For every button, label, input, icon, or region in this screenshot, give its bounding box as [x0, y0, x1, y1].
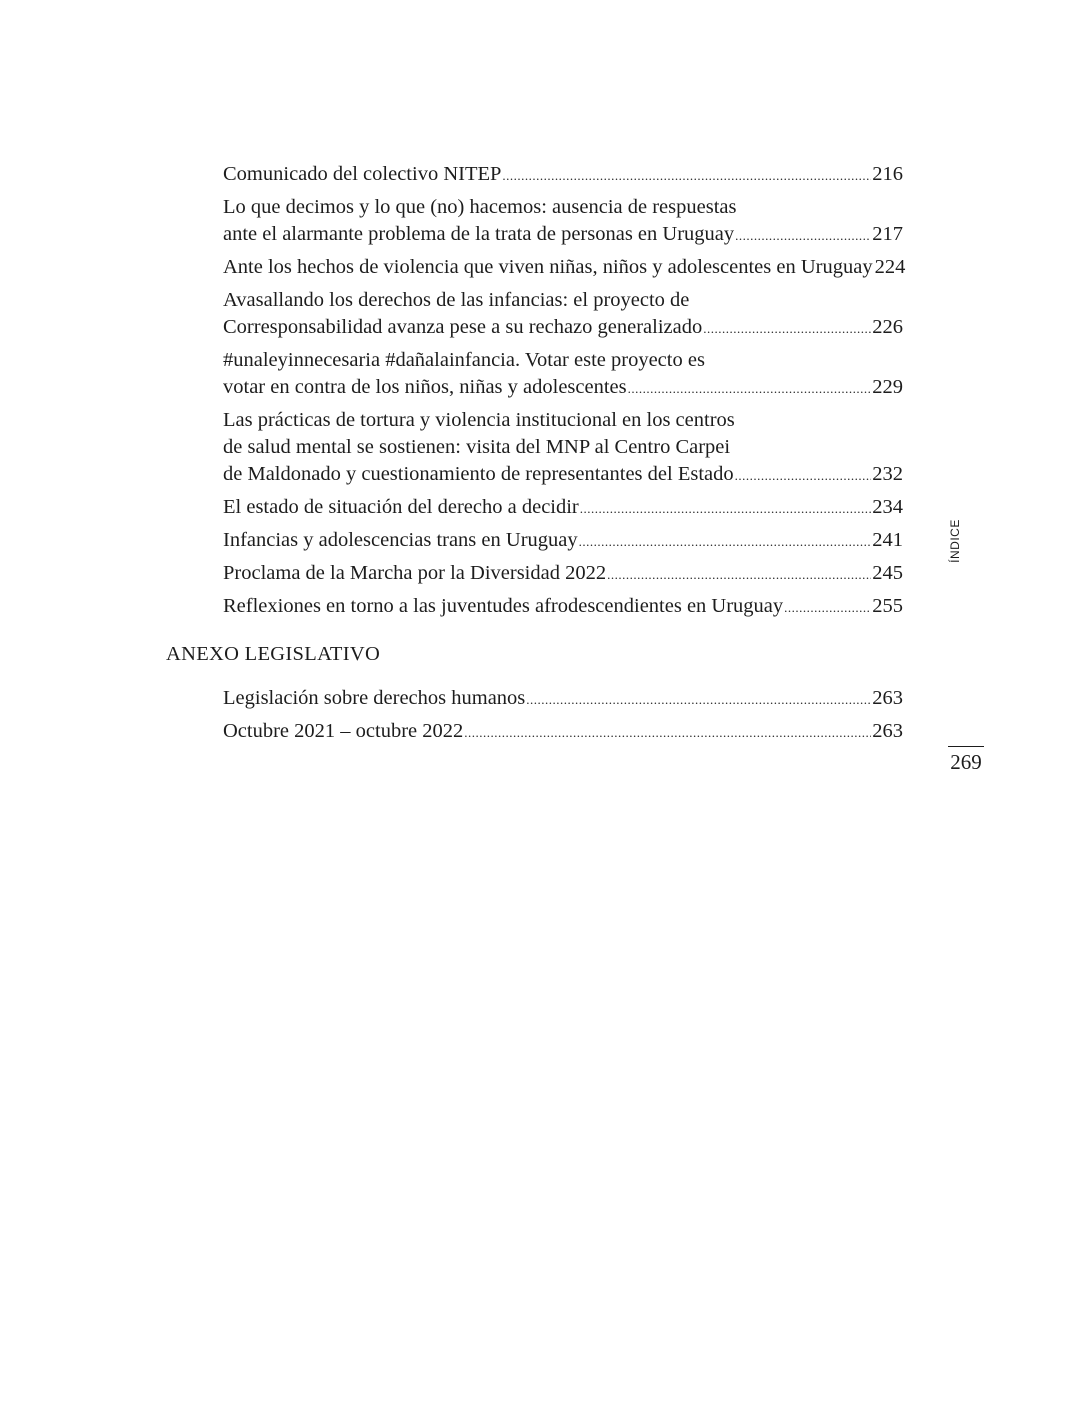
toc-entry	[223, 194, 903, 249]
toc-entry-title: de Maldonado y cuestionamiento de representantes del Estado	[223, 463, 734, 485]
toc-page-number: 245	[872, 562, 903, 584]
toc-entry-line	[223, 494, 903, 522]
toc-page-number: 255	[872, 595, 903, 617]
toc-entry-title: Proclama de la Marcha por la Diversidad 2022	[223, 562, 607, 584]
toc-entry-title-line: Avasallando los derechos de las infancias: el proyecto de	[223, 289, 690, 311]
toc-page-number: 263	[872, 687, 903, 709]
toc-page-number: 217	[872, 223, 903, 245]
toc-page-number: 241	[872, 529, 903, 551]
toc-entry-title: Ante los hechos de violencia que viven niñas, niños y adolescentes en Uruguay	[223, 256, 873, 278]
toc-entry-line	[223, 254, 906, 282]
dot-leader	[502, 162, 871, 189]
toc-entry-title: Comunicado del colectivo NITEP	[223, 163, 502, 185]
toc-entry-line	[223, 221, 903, 249]
toc-entry-title-line: #unaleyinnecesaria #dañalainfancia. Votar este proyecto es	[223, 349, 705, 371]
dot-leader	[580, 495, 871, 522]
toc-entry-line	[223, 314, 903, 342]
toc-entry	[223, 593, 903, 621]
page-number-rule	[948, 746, 984, 747]
toc-page-number: 263	[872, 720, 903, 742]
dot-leader	[579, 528, 872, 555]
table-of-contents	[223, 161, 906, 626]
toc-entry	[223, 527, 903, 555]
toc-entry-title: El estado de situación del derecho a decidir	[223, 496, 579, 518]
dot-leader	[735, 462, 872, 489]
toc-entry-line	[223, 527, 903, 555]
toc-entry-title-line: Las prácticas de tortura y violencia institucional en los centros	[223, 409, 735, 431]
toc-entry-title: votar en contra de los niños, niñas y adolescentes	[223, 376, 627, 398]
toc-entry-line	[223, 374, 903, 402]
toc-entry	[223, 161, 903, 189]
toc-entry-line	[223, 685, 903, 713]
toc-entry-title: Infancias y adolescencias trans en Uruguay	[223, 529, 578, 551]
dot-leader	[464, 719, 871, 746]
toc-entry	[223, 685, 903, 713]
toc-entry	[223, 254, 906, 282]
toc-page-number: 234	[872, 496, 903, 518]
side-section-label: ÍNDICE	[948, 519, 962, 563]
toc-entry-title-line: Lo que decimos y lo que (no) hacemos: ausencia de respuestas	[223, 196, 737, 218]
toc-entry-title: ante el alarmante problema de la trata de personas en Uruguay	[223, 223, 735, 245]
toc-entry-line	[223, 718, 903, 746]
toc-entry	[223, 494, 903, 522]
dot-leader	[735, 222, 871, 249]
toc-entry-title-line: de salud mental se sostienen: visita del MNP al Centro Carpei	[223, 436, 731, 458]
toc-page-number: 226	[872, 316, 903, 338]
dot-leader	[703, 315, 871, 342]
annex-table-of-contents	[223, 685, 903, 751]
page-number: 269	[950, 750, 982, 774]
toc-entry-title: Reflexiones en torno a las juventudes afrodescendientes en Uruguay	[223, 595, 784, 617]
toc-entry-line	[223, 161, 903, 189]
dot-leader	[628, 375, 872, 402]
toc-entry	[223, 287, 903, 342]
toc-entry-line	[223, 593, 903, 621]
toc-page-number: 216	[872, 163, 903, 185]
dot-leader	[607, 561, 871, 588]
toc-page-number: 232	[872, 463, 903, 485]
toc-page-number: 224	[874, 256, 906, 278]
toc-entry	[223, 718, 903, 746]
dot-leader	[526, 686, 871, 713]
toc-entry-line	[223, 461, 903, 489]
section-heading: ANEXO LEGISLATIVO	[166, 643, 381, 665]
toc-entry	[223, 407, 903, 489]
dot-leader	[784, 594, 871, 621]
toc-entry-title: Octubre 2021 – octubre 2022	[223, 720, 464, 742]
toc-page-number: 229	[872, 376, 903, 398]
toc-entry	[223, 347, 903, 402]
toc-entry	[223, 560, 903, 588]
toc-entry-title: Legislación sobre derechos humanos	[223, 687, 526, 709]
toc-entry-title: Corresponsabilidad avanza pese a su rechazo generalizado	[223, 316, 703, 338]
toc-entry-line	[223, 560, 903, 588]
